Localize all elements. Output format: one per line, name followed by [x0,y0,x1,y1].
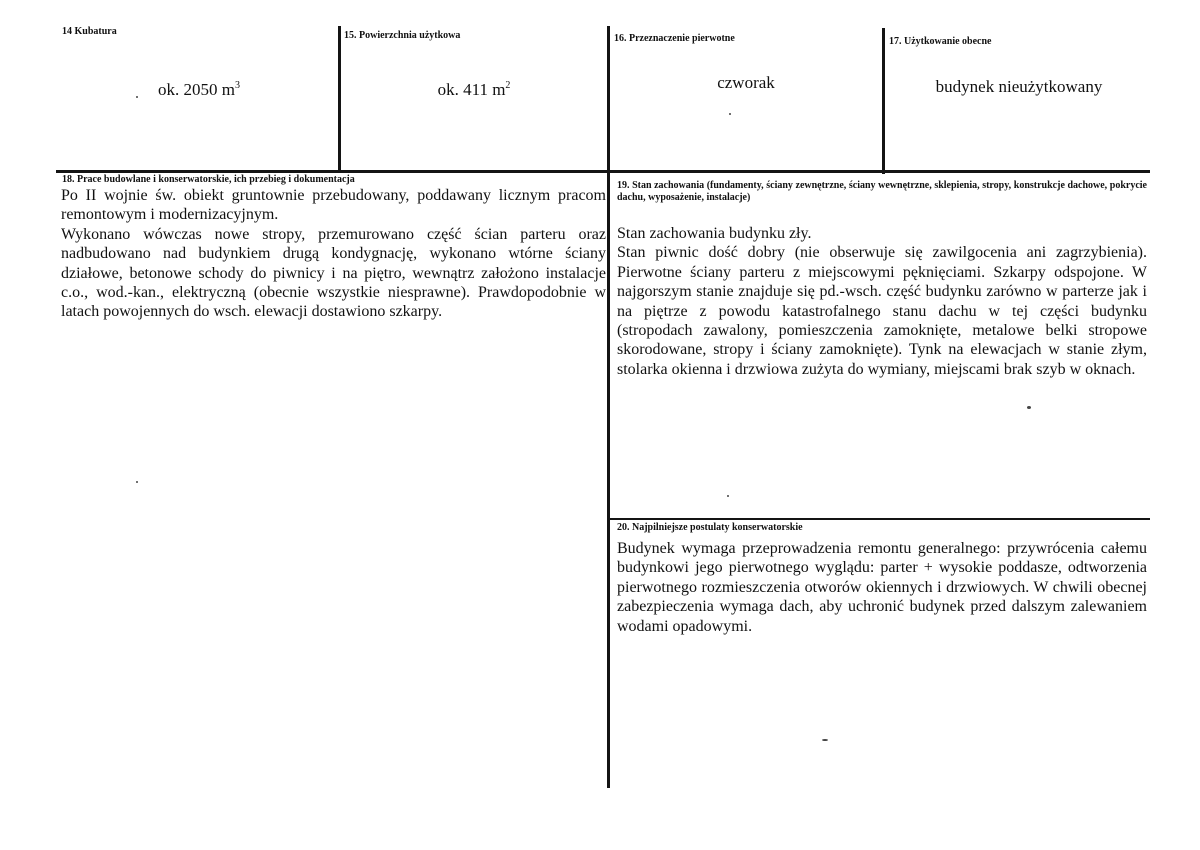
text-stan-zachowania [617,224,1147,379]
paragraph: Wykonano wówczas nowe stropy, przemurowano część ścian parteru oraz nadbudowano nad budynkiem drugą kondygnację, wykonano wtórne ściany działowe, betonowe schody do piwnicy i na piętro, wewnątrz założono instalacje c.o., wod.-kan., elektryczną (obecnie wszystkie niesprawne). Prawdopodobnie w latach powojennych do wsch. elewacji dostawiono szkarpy. [61,225,606,321]
vline-16-17 [882,28,885,174]
paragraph: Stan zachowania budynku zły. [617,225,812,242]
scan-speck [729,113,731,115]
label-prace-budowlane: 18. Prace budowlane i konserwatorskie, ich przebieg i dokumentacja [62,174,355,185]
scan-speck [1027,406,1031,409]
scan-speck [136,96,138,98]
label-stan-zachowania: 19. Stan zachowania (fundamenty, ściany zewnętrzne, ściany wewnętrzne, sklepienia, stropy, konstrukcje dachowe, pokrycie dachu, wyposażenie, instalacje) [617,180,1147,203]
label-przeznaczenie-pierwotne: 16. Przeznaczenie pierwotne [614,33,735,44]
value-przeznaczenie-pierwotne: czworak [717,73,775,92]
paragraph: Stan piwnic dość dobry (nie obserwuje się zawilgocenia ani zagrzybienia). Pierwotne ściany parteru z miejscowymi pęknięciami. Szkarpy odspojone. W najgorszym stanie znajduje się pd.-wsch. część budynku zarówno w parterze jak i na piętrze z powodu katastrofalnego stanu dachu w tej części budynku (stropodach zawalony, pomieszczenia zamoknięte, metalowe belki stropowe skorodowane, stropy i ściany zamoknięte). Tynk na elewacjach w stanie złym, stolarka okienna i drzwiowa zużyta do wymiany, miejscami brak szyb w oknach. [617,244,1147,378]
superscript-3: 3 [234,80,240,91]
scan-speck [727,495,729,497]
label-postulaty-konserwatorskie: 20. Najpilniejsze postulaty konserwatorskie [617,522,803,533]
paragraph: Po II wojnie św. obiekt gruntownie przebudowany, poddawany licznym pracom remontowym i modernizacyjnym. [61,187,606,224]
vline-15-16 [607,26,610,788]
label-kubatura: 14 Kubatura [62,26,117,37]
scan-speck [822,739,828,741]
value-uzytkowanie-obecne: budynek nieużytkowany [935,77,1103,96]
value-powierzchnia-uzytkowa: ok. 411 $m^2$ [437,80,511,99]
paragraph: Budynek wymaga przeprowadzenia remontu generalnego: przywrócenia całemu budynkowi jego pierwotnego wyglądu: parter + wysokie poddasze, odtworzenia pierwotnego rozmieszczenia otworów okiennych i drzwiowych. W chwili obecnej zabezpieczenia wymaga dach, aby uchronić budynek przed dalszym zalewaniem wodami opadowymi. [617,540,1147,635]
scan-speck [136,481,138,483]
value-kubatura: ok. 2050 $m^3$ [158,80,240,99]
label-powierzchnia-uzytkowa: 15. Powierzchnia użytkowa [344,30,461,41]
hline-section20-top [609,518,1150,520]
text-prace-budowlane [61,186,606,322]
text-postulaty-konserwatorskie [617,539,1147,636]
label-uzytkowanie-obecne: 17. Użytkowanie obecne [889,36,992,47]
hline-row1-bottom [56,170,1150,173]
superscript-2: 2 [505,80,511,91]
